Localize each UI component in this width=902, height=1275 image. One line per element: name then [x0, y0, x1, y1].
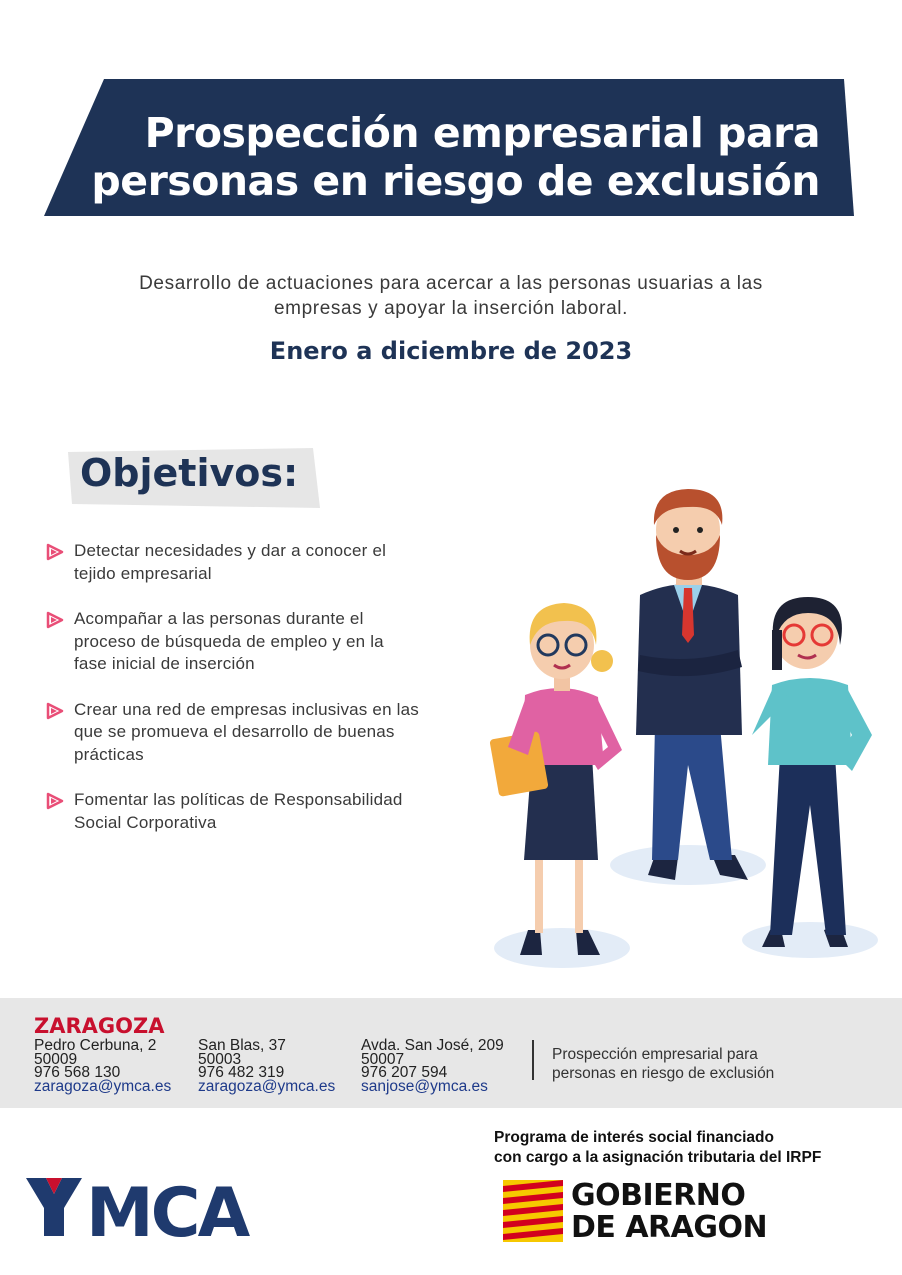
intro-text — [0, 271, 902, 321]
office-email-link[interactable]: sanjose@ymca.es — [361, 1077, 488, 1095]
objective-4-line-2: Social Corporativa — [74, 812, 217, 832]
intro-line-2: empresas y apoyar la inserción laboral. — [274, 298, 628, 319]
play-triangle-icon — [46, 702, 64, 720]
list-item — [44, 699, 474, 767]
office-zip: 50007 — [361, 1050, 405, 1068]
objective-3-line-3: prácticas — [74, 744, 144, 764]
office-address: Pedro Cerbuna, 2 — [34, 1037, 157, 1054]
office-address: Avda. San José, 209 — [361, 1037, 504, 1054]
aragon-flag-icon — [503, 1180, 563, 1242]
list-item — [44, 608, 474, 676]
office-zip: 50009 — [34, 1050, 78, 1068]
business-people-illustration — [480, 485, 880, 985]
list-item — [44, 540, 474, 585]
title-line-1: Prospección empresarial para — [144, 109, 820, 157]
program-line-1: Prospección empresarial para — [552, 1046, 758, 1063]
svg-text:MCA: MCA — [86, 1174, 248, 1240]
woman-left-figure — [489, 603, 622, 955]
city-name: ZARAGOZA — [34, 1014, 165, 1038]
play-triangle-icon — [46, 543, 64, 561]
list-item — [44, 789, 474, 834]
title-line-2: personas en riesgo de exclusión — [91, 157, 820, 205]
office-phone: 976 207 594 — [361, 1064, 448, 1081]
objective-1-line-2: tejido empresarial — [74, 563, 212, 583]
ymca-logo — [24, 1170, 256, 1240]
office-phone: 976 568 130 — [34, 1064, 121, 1081]
footer-divider — [532, 1040, 534, 1080]
objective-2-line-2: proceso de búsqueda de empleo y en la — [74, 631, 384, 651]
office-zip: 50003 — [198, 1050, 242, 1068]
gov-line-2: DE ARAGON — [571, 1210, 768, 1245]
office-phone: 976 482 319 — [198, 1064, 285, 1081]
office-email-link[interactable]: zaragoza@ymca.es — [34, 1077, 172, 1095]
woman-right-figure — [752, 597, 872, 947]
gobierno-aragon-logo — [571, 1180, 767, 1244]
objective-4-line-1: Fomentar las políticas de Responsabilidad — [74, 790, 403, 809]
office-email-link[interactable]: zaragoza@ymca.es — [198, 1077, 336, 1095]
funding-note — [494, 1128, 821, 1168]
funding-line-1: Programa de interés social financiado — [494, 1129, 774, 1146]
objective-3-line-1: Crear una red de empresas inclusivas en las — [74, 699, 419, 719]
objectives-heading: Objetivos: — [80, 451, 299, 495]
funding-line-2: con cargo a la asignación tributaria del IRPF — [494, 1149, 822, 1166]
footer-program-name — [552, 1045, 774, 1083]
man-figure — [636, 489, 748, 880]
program-line-2: personas en riesgo de exclusión — [552, 1065, 775, 1082]
objectives-list — [44, 540, 474, 857]
play-triangle-icon — [46, 792, 64, 810]
date-range: Enero a diciembre de 2023 — [269, 337, 633, 365]
page-title — [91, 109, 820, 205]
title-banner — [44, 79, 854, 216]
office-san-jose — [361, 1039, 504, 1093]
objective-1-line-1: Detectar necesidades y dar a conocer el — [74, 541, 387, 560]
objective-2-line-3: fase inicial de inserción — [74, 654, 255, 673]
objective-3-line-2: que se promueva el desarrollo de buenas — [74, 722, 395, 741]
gov-line-1: GOBIERNO — [571, 1178, 746, 1213]
objective-2-line-1: Acompañar a las personas durante el — [74, 609, 364, 628]
intro-line-1: Desarrollo de actuaciones para acercar a las personas usuarias a las — [139, 273, 763, 294]
office-san-blas — [198, 1039, 335, 1093]
office-address: San Blas, 37 — [198, 1037, 286, 1054]
office-pedro-cerbuna — [34, 1039, 171, 1093]
play-triangle-icon — [46, 611, 64, 629]
